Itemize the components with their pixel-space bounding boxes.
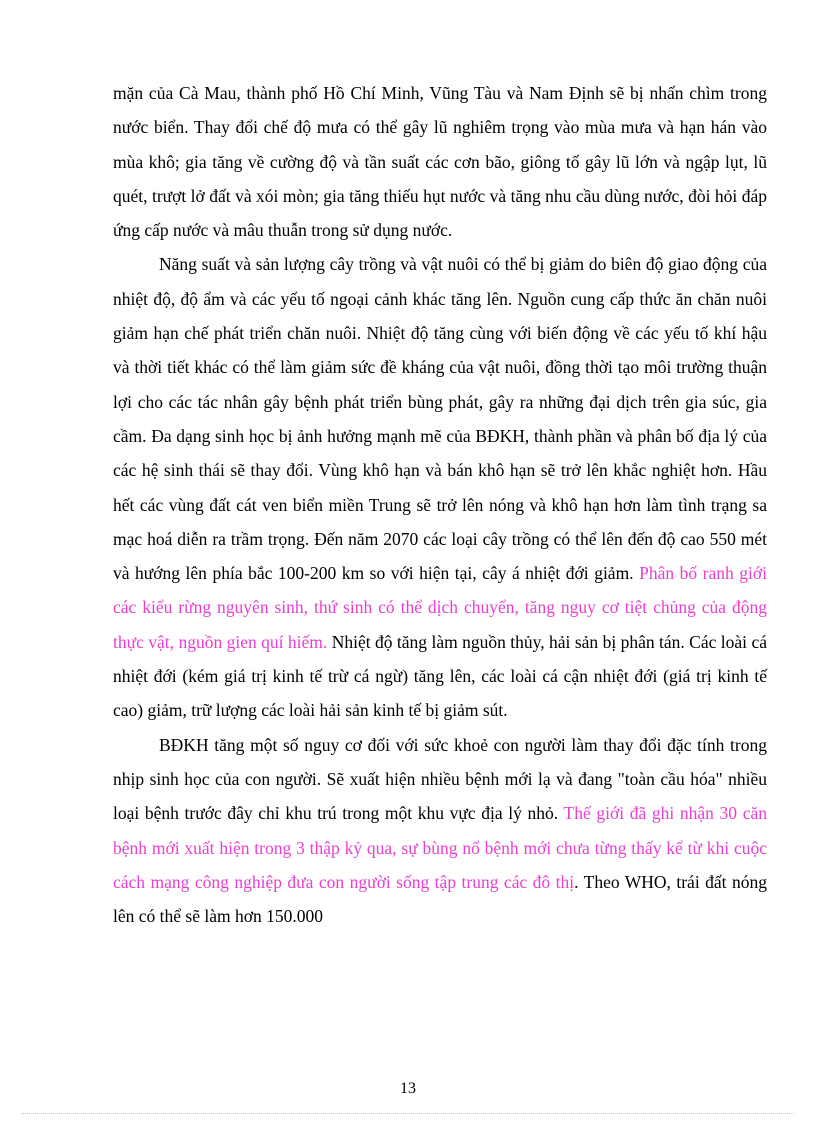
paragraph-text: mặn của Cà Mau, thành phố Hồ Chí Minh, Vũng Tàu và Nam Định sẽ bị nhấn chìm trong nước biển. Thay đổi chế độ mưa có thể gây lũ nghiêm trọng vào mùa mưa và hạn hán vào mùa khô; gia tăng về cường độ và tần suất các cơn bão, giông tố gây lũ lớn và ngập lụt, lũ quét, trượt lở đất và xói mòn; gia tăng thiếu hụt nước và tăng nhu cầu dùng nước, đòi hỏi đáp ứng cấp nước và mâu thuẫn trong sử dụng nước. (113, 83, 767, 241)
paragraph-2 (113, 247, 767, 727)
paragraph-text: Năng suất và sản lượng cây trồng và vật nuôi có thể bị giảm do biên độ giao động của nhiệt độ, độ ẩm và các yếu tố ngoại cảnh khác tăng lên. Nguồn cung cấp thức ăn chăn nuôi giảm hạn chế phát triển chăn nuôi. Nhiệt độ tăng cùng với biến động về các yếu tố khí hậu và thời tiết khác có thể làm giảm sức đề kháng của vật nuôi, đồng thời tạo môi trường thuận lợi cho các tác nhân gây bệnh phát triển bùng phát, gây ra những đại dịch trên gia súc, gia cầm. Đa dạng sinh học bị ảnh hưởng mạnh mẽ của BĐKH, thành phần và phân bố địa lý của các hệ sinh thái sẽ thay đổi. Vùng khô hạn và bán khô hạn sẽ trở lên khắc nghiệt hơn. Hầu hết các vùng đất cát ven biển miền Trung sẽ trở lên nóng và khô hạn hơn làm tình trạng sa mạc hoá diễn ra trầm trọng. Đến năm 2070 các loại cây trồng có thể lên đến độ cao 550 mét và hướng lên phía bắc 100-200 km so với hiện tại, cây á nhiệt đới giảm. (113, 254, 767, 584)
paragraph-1 (113, 76, 767, 247)
page-number: 13 (400, 1080, 416, 1097)
body-text (113, 76, 767, 933)
page-bottom-divider (22, 1113, 794, 1114)
paragraph-3 (113, 728, 767, 934)
paragraph-text: BĐKH tăng một số nguy cơ đối với sức khoẻ con người làm thay đổi đặc tính trong nhịp sinh học của con người. Sẽ xuất hiện nhiều bệnh mới lạ và đang "toàn cầu hóa" nhiều loại bệnh trước đây chỉ khu trú trong một khu vực địa lý nhỏ. (113, 734, 767, 824)
paragraph-text: . Theo WHO, trái đất nóng lên có thể sẽ làm hơn 150.000 (113, 871, 767, 927)
highlighted-text: Phân bố ranh giới các kiểu rừng nguyên sinh, thứ sinh có thể dịch chuyển, tăng nguy cơ tiệt chủng của động thực vật, nguồn gien quí hiếm. (113, 563, 767, 652)
highlighted-text: Thế giới đã ghi nhận 30 căn bệnh mới xuất hiện trong 3 thập kỷ qua, sự bùng nổ bệnh mới chưa từng thấy kể từ khi cuộc cách mạng công nghiệp đưa con người sống tập trung các đô thị (113, 803, 767, 892)
paragraph-text: Nhiệt độ tăng làm nguồn thủy, hải sản bị phân tán. Các loài cá nhiệt đới (kém giá trị kinh tế trừ cá ngừ) tăng lên, các loài cá cận nhiệt đới (giá trị kinh tế cao) giảm, trữ lượng các loài hải sản kinh tế bị giảm sút. (113, 631, 767, 721)
